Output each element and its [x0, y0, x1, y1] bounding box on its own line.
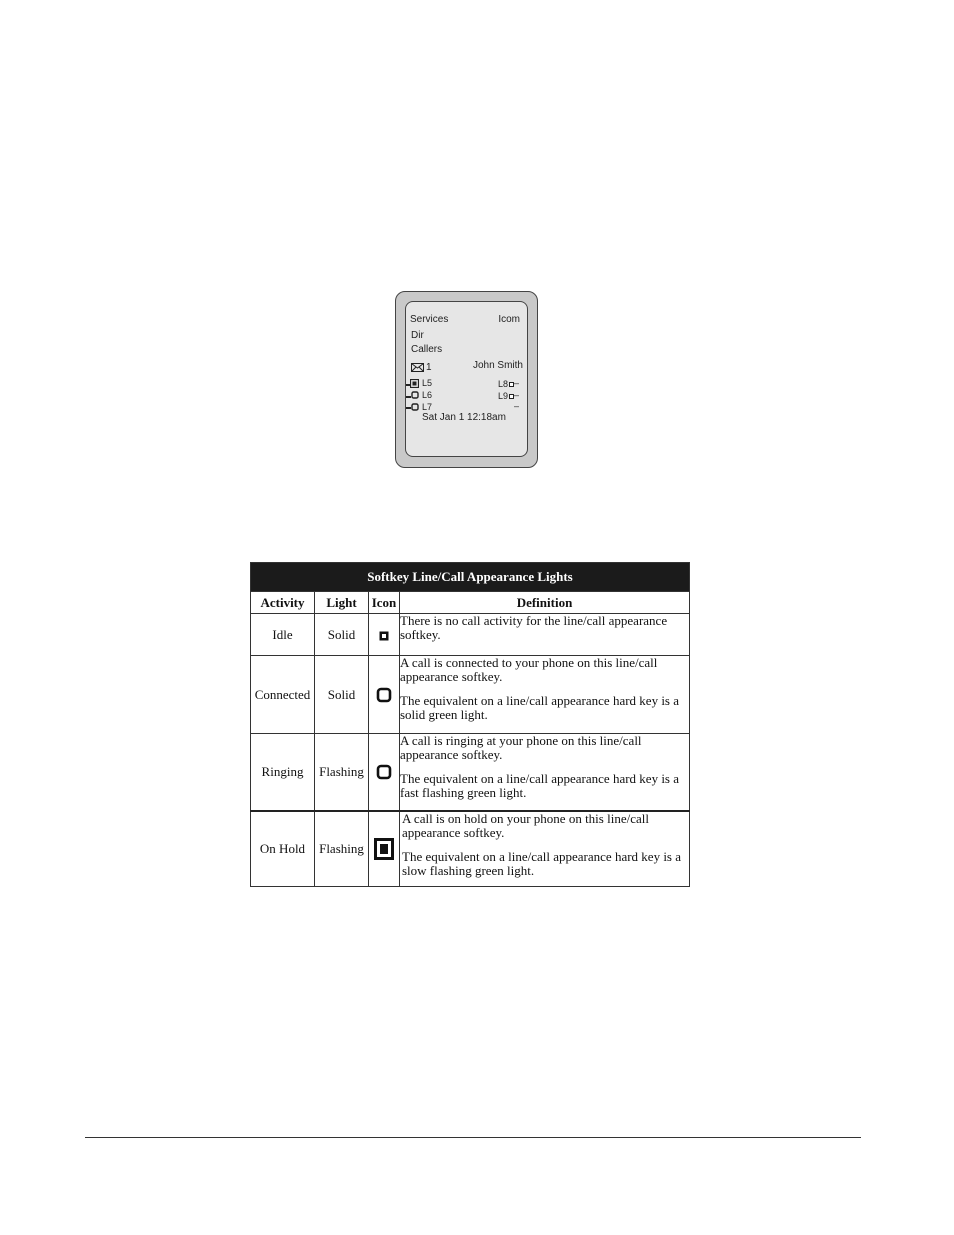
table-title-row: [251, 563, 690, 592]
softkey-services: Services: [410, 314, 449, 325]
softkey-lights-table: [250, 562, 690, 887]
line-l5-label: L5: [422, 378, 433, 388]
definition-text: A call is ringing at your phone on this line/call appearance softkey.: [400, 733, 642, 762]
light-cell: Solid: [315, 656, 369, 734]
light-cell: Solid: [315, 614, 369, 656]
activity-cell: Ringing: [251, 734, 315, 811]
header-light: Light: [315, 592, 369, 614]
table-row: [251, 811, 690, 887]
connected-line-icon: [376, 687, 392, 703]
definition-cell: [400, 811, 690, 887]
definition-text: A call is on hold on your phone on this line/call appearance softkey.: [402, 810, 649, 840]
header-activity: Activity: [251, 592, 315, 614]
definition-text: A call is connected to your phone on this line/call appearance softkey.: [400, 655, 658, 684]
line-dash: –: [514, 378, 520, 388]
table-row: [251, 614, 690, 656]
table-row: [251, 734, 690, 811]
light-cell: Flashing: [315, 734, 369, 811]
icon-cell: [369, 614, 400, 656]
line-dash: [406, 407, 411, 409]
definition-text: The equivalent on a line/call appearance hard key is a slow flashing green light.: [402, 848, 682, 878]
activity-cell: Connected: [251, 656, 315, 734]
definition-cell: [400, 734, 690, 811]
footer-divider: [85, 1137, 861, 1138]
line-dash: [406, 396, 411, 398]
table-title: Softkey Line/Call Appearance Lights: [251, 563, 690, 592]
connected-line-icon: [411, 403, 419, 411]
line-l9-label: L9: [498, 391, 509, 401]
definition-text: There is no call activity for the line/call appearance softkey.: [400, 613, 668, 642]
activity-cell: On Hold: [251, 811, 315, 887]
icon-cell: [369, 811, 400, 887]
softkey-dir: Dir: [411, 330, 424, 341]
header-icon: Icon: [369, 592, 400, 614]
activity-cell: Idle: [251, 614, 315, 656]
line-dash: –: [514, 401, 520, 411]
line-dash: –: [514, 390, 520, 400]
table-row: [251, 656, 690, 734]
voicemail-count: 1: [426, 362, 432, 373]
icon-cell: [369, 656, 400, 734]
date-time: Sat Jan 1 12:18am: [422, 412, 506, 423]
envelope-icon: [411, 363, 425, 373]
definition-text: The equivalent on a line/call appearance hard key is a solid green light.: [400, 693, 680, 722]
softkey-callers: Callers: [411, 344, 443, 355]
definition-cell: [400, 614, 690, 656]
ringing-line-icon: [376, 764, 392, 780]
icon-cell: [369, 734, 400, 811]
softkey-icom: Icom: [498, 314, 520, 325]
phone-display-screen: [405, 301, 528, 457]
line-l7-label: L7: [422, 402, 433, 412]
light-cell: Flashing: [315, 811, 369, 887]
table-header-row: [251, 592, 690, 614]
connected-line-icon: [411, 391, 419, 399]
hold-line-icon: [374, 838, 394, 860]
hold-line-icon: [410, 379, 419, 388]
definition-cell: [400, 656, 690, 734]
definition-text: The equivalent on a line/call appearance hard key is a fast flashing green light.: [400, 771, 680, 800]
caller-name: John Smith: [472, 360, 523, 371]
line-l8-label: L8: [498, 379, 509, 389]
line-dash: [406, 384, 411, 386]
header-definition: Definition: [400, 592, 690, 614]
line-l6-label: L6: [422, 390, 433, 400]
idle-line-icon: [379, 631, 389, 641]
